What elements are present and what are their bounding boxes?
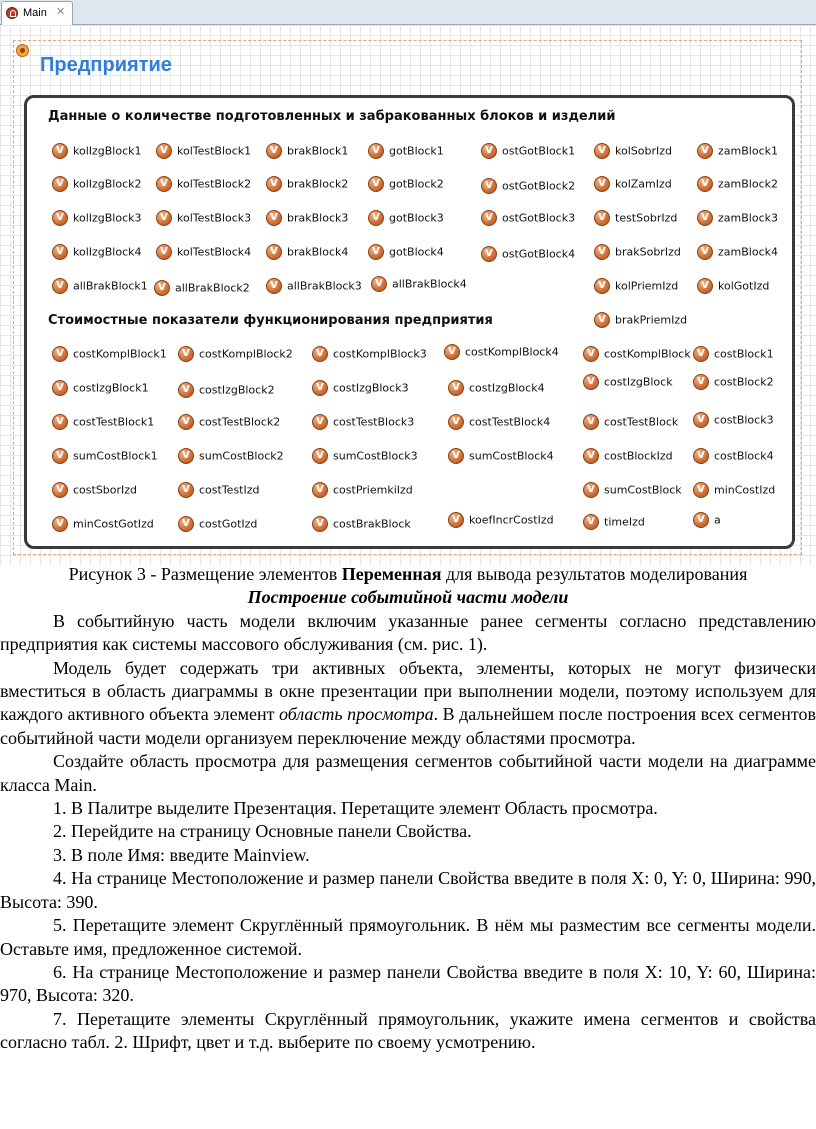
caption-bold: Переменная <box>341 564 442 584</box>
heading-costs: Стоимостные показатели функционирования предприятия <box>48 313 493 328</box>
variable-label: sumCostBlock2 <box>199 449 284 463</box>
variable-costSborIzd[interactable] <box>52 482 137 500</box>
variable-label: zamBlock4 <box>718 245 778 259</box>
heading-blocks: Данные о количестве подготовленных и забракованных блоков и изделий <box>48 109 616 124</box>
variable-icon: V <box>583 514 599 530</box>
variable-costBlock2[interactable] <box>693 374 774 392</box>
variable-icon: V <box>178 346 194 362</box>
variable-brakPriemIzd[interactable] <box>594 312 687 330</box>
variable-zamBlock4[interactable] <box>697 244 778 262</box>
variable-label: gotBlock4 <box>389 245 444 259</box>
variable-costBlock1[interactable] <box>693 346 774 364</box>
variable-label: costGotIzd <box>199 517 258 531</box>
variable-icon: V <box>52 448 68 464</box>
variable-label: costBrakBlock <box>333 517 411 531</box>
variable-label: sumCostBlock3 <box>333 449 418 463</box>
variable-icon: V <box>178 414 194 430</box>
variable-icon: V <box>448 448 464 464</box>
variable-icon: V <box>154 280 170 296</box>
step-6: 6. На странице Местоположение и размер панели Свойства введите в поля X: 10, Y: 60, Ширина: 970, Высота: 320. <box>0 961 816 1006</box>
variable-icon: V <box>448 512 464 528</box>
variable-costTestBlock4[interactable] <box>448 414 550 432</box>
paragraph-2-italic: область просмотра <box>278 704 434 725</box>
variable-a[interactable] <box>693 512 721 530</box>
variable-icon: V <box>481 143 497 159</box>
variable-icon: V <box>178 516 194 532</box>
figure-caption <box>0 563 816 586</box>
variable-minCostIzd[interactable] <box>693 482 775 500</box>
variable-icon: V <box>693 482 709 498</box>
variable-costKomplBlock[interactable] <box>583 346 691 364</box>
variable-gotBlock3[interactable] <box>368 210 444 228</box>
variable-icon: V <box>693 448 709 464</box>
variable-icon: V <box>156 210 172 226</box>
variable-koefIncrCostIzd[interactable] <box>448 512 554 530</box>
variable-label: costTestBlock <box>604 415 679 429</box>
variable-label: costKomplBlock <box>604 347 691 361</box>
variable-icon: V <box>594 312 610 328</box>
tab-main[interactable] <box>1 1 73 25</box>
variable-label: kolIzgBlock3 <box>73 211 142 225</box>
variable-icon: V <box>697 244 713 260</box>
variable-testSobrIzd[interactable] <box>594 210 677 228</box>
variable-label: gotBlock2 <box>389 177 444 191</box>
variable-label: timeIzd <box>604 515 645 529</box>
variable-icon: V <box>583 414 599 430</box>
variable-label: kolPriemIzd <box>615 279 679 293</box>
variable-kolIzgBlock3[interactable] <box>52 210 142 228</box>
variable-brakSobrIzd[interactable] <box>594 244 681 262</box>
variable-icon: V <box>444 344 460 360</box>
document-text <box>0 563 816 1055</box>
variable-kolTestBlock1[interactable] <box>156 143 251 161</box>
step-7: 7. Перетащите элементы Скруглённый прямоугольник, укажите имена сегментов и свойства согласно табл. 2. Шрифт, цвет и т.д. выберите по своему усмотрению. <box>0 1008 816 1053</box>
variable-allBrakBlock1[interactable] <box>52 278 148 296</box>
variable-icon: V <box>266 210 282 226</box>
variable-icon: V <box>697 210 713 226</box>
variable-brakBlock3[interactable] <box>266 210 348 228</box>
variable-costBlockIzd[interactable] <box>583 448 673 466</box>
variable-costIzgBlock1[interactable] <box>52 380 149 398</box>
variable-icon: V <box>312 414 328 430</box>
variable-icon: V <box>371 276 387 292</box>
variable-icon: V <box>697 143 713 159</box>
variable-icon: V <box>481 178 497 194</box>
variable-label: allBrakBlock4 <box>392 277 467 291</box>
tab-main-label: Main <box>23 7 47 19</box>
variable-kolIzgBlock2[interactable] <box>52 176 142 194</box>
variable-kolTestBlock3[interactable] <box>156 210 251 228</box>
variable-label: kolIzgBlock1 <box>73 144 142 158</box>
variable-label: koefIncrCostIzd <box>469 513 554 527</box>
variable-icon: V <box>448 380 464 396</box>
variable-zamBlock1[interactable] <box>697 143 778 161</box>
variable-icon: V <box>178 482 194 498</box>
variable-label: zamBlock3 <box>718 211 778 225</box>
variable-label: brakBlock1 <box>287 144 349 158</box>
variable-sumCostBlock4[interactable] <box>448 448 554 466</box>
variable-kolTestBlock2[interactable] <box>156 176 251 194</box>
variable-costBrakBlock[interactable] <box>312 516 411 534</box>
variable-label: costIzgBlock1 <box>73 381 149 395</box>
close-icon[interactable]: ✕ <box>56 6 66 18</box>
variable-label: costBlock4 <box>714 449 774 463</box>
variable-label: gotBlock3 <box>389 211 444 225</box>
variable-brakBlock4[interactable] <box>266 244 348 262</box>
variable-icon: V <box>594 278 610 294</box>
variable-icon: V <box>481 246 497 262</box>
variable-label: brakBlock4 <box>287 245 349 259</box>
variable-label: costBlock2 <box>714 375 774 389</box>
step-5: 5. Перетащите элемент Скруглённый прямоугольник. В нём мы разместим все сегменты модели. Оставьте имя, предложенное системой. <box>0 915 816 959</box>
variable-icon: V <box>52 176 68 192</box>
variable-icon: V <box>312 516 328 532</box>
variable-costTestBlock3[interactable] <box>312 414 414 432</box>
variable-label: ostGotBlock4 <box>502 247 576 261</box>
view-area-pin-icon[interactable] <box>16 44 29 57</box>
variable-icon: V <box>583 482 599 498</box>
step-3: 3. В поле Имя: введите Mainview. <box>53 844 310 865</box>
variable-icon: V <box>156 143 172 159</box>
variable-label: costTestBlock4 <box>469 415 551 429</box>
variable-icon: V <box>266 143 282 159</box>
variable-label: brakSobrIzd <box>615 245 681 259</box>
variable-costIzgBlock4[interactable] <box>448 380 545 398</box>
variable-sumCostBlock1[interactable] <box>52 448 158 466</box>
variable-label: costBlock3 <box>714 413 774 427</box>
variable-label: kolZamIzd <box>615 177 672 191</box>
variable-minCostGotIzd[interactable] <box>52 516 154 534</box>
variable-zamBlock2[interactable] <box>697 176 778 194</box>
variable-label: sumCostBlock <box>604 483 682 497</box>
variable-label: costTestIzd <box>199 483 260 497</box>
variable-ostGotBlock1[interactable] <box>481 143 575 161</box>
variable-kolPriemIzd[interactable] <box>594 278 678 296</box>
variable-label: brakBlock2 <box>287 177 349 191</box>
variable-costGotIzd[interactable] <box>178 516 257 534</box>
paragraph-1: В событийную часть модели включим указанные ранее сегменты согласно представлению предприятия как системы массового обслуживания (см. рис. 1). <box>0 610 816 655</box>
variable-label: costKomplBlock4 <box>465 345 559 359</box>
variable-label: gotBlock1 <box>389 144 444 158</box>
variable-label: testSobrIzd <box>615 211 678 225</box>
variable-ostGotBlock4[interactable] <box>481 246 575 264</box>
section-title: Построение событийной части модели <box>247 587 569 608</box>
variable-icon: V <box>52 143 68 159</box>
variable-label: brakPriemIzd <box>615 313 688 327</box>
step-4: 4. На странице Местоположение и размер панели Свойства введите в поля X: 0, Y: 0, Ширина: 990, Высота: 390. <box>0 868 816 912</box>
variable-icon: V <box>594 210 610 226</box>
variable-label: kolGotIzd <box>718 279 770 293</box>
variable-icon: V <box>583 346 599 362</box>
variable-icon: V <box>693 374 709 390</box>
variable-allBrakBlock4[interactable] <box>371 276 467 294</box>
variable-icon: V <box>178 382 194 398</box>
variable-costIzgBlock3[interactable] <box>312 380 409 398</box>
variable-icon: V <box>52 482 68 498</box>
variable-label: ostGotBlock3 <box>502 211 576 225</box>
variable-kolIzgBlock4[interactable] <box>52 244 142 262</box>
variable-label: costBlockIzd <box>604 449 673 463</box>
variable-costBlock3[interactable] <box>693 412 774 430</box>
tab-bar <box>0 0 816 25</box>
variable-costBlock4[interactable] <box>693 448 774 466</box>
variable-label: costIzgBlock <box>604 375 673 389</box>
variable-ostGotBlock2[interactable] <box>481 178 575 196</box>
variable-label: ostGotBlock2 <box>502 179 576 193</box>
variable-icon: V <box>52 516 68 532</box>
variable-icon: V <box>312 448 328 464</box>
variable-brakBlock2[interactable] <box>266 176 348 194</box>
variable-label: costTestBlock1 <box>73 415 155 429</box>
variable-zamBlock3[interactable] <box>697 210 778 228</box>
caption-text-end: для вывода результатов моделирования <box>441 564 748 584</box>
variable-icon: V <box>693 412 709 428</box>
caption-text: Рисунок 3 - Размещение элементов <box>68 564 342 584</box>
variable-kolZamIzd[interactable] <box>594 176 672 194</box>
variable-kolGotIzd[interactable] <box>697 278 769 296</box>
variable-icon: V <box>368 210 384 226</box>
variable-brakBlock1[interactable] <box>266 143 348 161</box>
variable-label: kolIzgBlock2 <box>73 177 142 191</box>
variable-label: costIzgBlock4 <box>469 381 545 395</box>
variable-costIzgBlock2[interactable] <box>178 382 275 400</box>
variable-label: kolTestBlock3 <box>177 211 252 225</box>
variable-label: minCostGotIzd <box>73 517 154 531</box>
variable-icon: V <box>693 346 709 362</box>
variable-icon: V <box>697 278 713 294</box>
variable-icon: V <box>583 448 599 464</box>
variable-icon: V <box>368 143 384 159</box>
variable-label: zamBlock1 <box>718 144 778 158</box>
variable-label: costTestBlock2 <box>199 415 281 429</box>
variable-icon: V <box>594 143 610 159</box>
variable-icon: V <box>266 278 282 294</box>
variable-kolTestBlock4[interactable] <box>156 244 251 262</box>
variable-icon: V <box>266 176 282 192</box>
variable-label: brakBlock3 <box>287 211 349 225</box>
variable-sumCostBlock2[interactable] <box>178 448 284 466</box>
variable-icon: V <box>697 176 713 192</box>
variable-costTestBlock[interactable] <box>583 414 678 432</box>
variable-icon: V <box>312 346 328 362</box>
variable-label: kolTestBlock1 <box>177 144 252 158</box>
variable-costKomplBlock2[interactable] <box>178 346 293 364</box>
variable-icon: V <box>583 374 599 390</box>
variable-costPriemkiIzd[interactable] <box>312 482 413 500</box>
variable-icon: V <box>594 176 610 192</box>
variable-allBrakBlock3[interactable] <box>266 278 362 296</box>
variable-label: a <box>714 513 721 527</box>
variable-icon: V <box>52 278 68 294</box>
variable-label: costIzgBlock3 <box>333 381 409 395</box>
variable-costTestBlock2[interactable] <box>178 414 280 432</box>
variable-sumCostBlock3[interactable] <box>312 448 418 466</box>
variable-ostGotBlock3[interactable] <box>481 210 575 228</box>
step-2: 2. Перейдите на страницу Основные панели Свойства. <box>53 821 472 842</box>
variable-label: allBrakBlock3 <box>287 279 362 293</box>
variable-label: costSborIzd <box>73 483 138 497</box>
variable-icon: V <box>481 210 497 226</box>
variable-label: sumCostBlock4 <box>469 449 554 463</box>
variable-label: costIzgBlock2 <box>199 383 275 397</box>
paragraph-2-end: . В дальнейшем после построения всех сегментов событийной части модели организуем переключение между областями просмотра. <box>0 704 816 748</box>
variable-icon: V <box>156 244 172 260</box>
variable-icon: V <box>156 176 172 192</box>
variable-label: allBrakBlock1 <box>73 279 148 293</box>
variable-kolSobrIzd[interactable] <box>594 143 672 161</box>
variable-label: kolTestBlock4 <box>177 245 252 259</box>
variable-label: allBrakBlock2 <box>175 281 250 295</box>
variable-sumCostBlock[interactable] <box>583 482 682 500</box>
variable-label: kolTestBlock2 <box>177 177 252 191</box>
variable-label: costKomplBlock1 <box>73 347 167 361</box>
variable-icon: V <box>594 244 610 260</box>
variable-costKomplBlock4[interactable] <box>444 344 559 362</box>
paragraph-2-text: Модель будет содержать три активных объекта, элементы, которых не могут физически вместиться в область диаграммы в окне презентации при выполнении модели, поэтому используем для каждого активного объекта элемент <box>0 657 816 725</box>
variable-costTestIzd[interactable] <box>178 482 259 500</box>
variable-gotBlock4[interactable] <box>368 244 444 262</box>
diagram-canvas[interactable] <box>0 25 816 565</box>
variable-icon: V <box>693 512 709 528</box>
variable-icon: V <box>312 380 328 396</box>
variable-icon: V <box>52 244 68 260</box>
variable-label: costTestBlock3 <box>333 415 415 429</box>
variable-allBrakBlock2[interactable] <box>154 280 250 298</box>
variable-gotBlock1[interactable] <box>368 143 444 161</box>
anylogic-icon <box>6 7 18 19</box>
variable-label: costPriemkiIzd <box>333 483 413 497</box>
variable-label: kolSobrIzd <box>615 144 672 158</box>
variable-costTestBlock1[interactable] <box>52 414 154 432</box>
diagram-title: Предприятие <box>40 54 172 76</box>
variable-gotBlock2[interactable] <box>368 176 444 194</box>
variable-icon: V <box>312 482 328 498</box>
variable-icon: V <box>52 346 68 362</box>
variable-costIzgBlock[interactable] <box>583 374 673 392</box>
variable-label: costBlock1 <box>714 347 774 361</box>
variable-label: ostGotBlock1 <box>502 144 576 158</box>
variable-icon: V <box>266 244 282 260</box>
variable-icon: V <box>52 210 68 226</box>
variable-icon: V <box>52 414 68 430</box>
variable-icon: V <box>448 414 464 430</box>
variable-label: kolIzgBlock4 <box>73 245 142 259</box>
variable-icon: V <box>368 244 384 260</box>
variable-label: sumCostBlock1 <box>73 449 158 463</box>
paragraph-2 <box>0 657 816 751</box>
variable-costKomplBlock3[interactable] <box>312 346 427 364</box>
variable-icon: V <box>178 448 194 464</box>
step-1: 1. В Палитре выделите Презентация. Перетащите элемент Область просмотра. <box>53 798 658 819</box>
variable-label: costKomplBlock3 <box>333 347 427 361</box>
variable-icon: V <box>368 176 384 192</box>
variable-kolIzgBlock1[interactable] <box>52 143 142 161</box>
variable-label: costKomplBlock2 <box>199 347 293 361</box>
variable-icon: V <box>52 380 68 396</box>
variable-timeIzd[interactable] <box>583 514 645 532</box>
variable-label: zamBlock2 <box>718 177 778 191</box>
variable-label: minCostIzd <box>714 483 776 497</box>
variable-costKomplBlock1[interactable] <box>52 346 167 364</box>
paragraph-3: Создайте область просмотра для размещения сегментов событийной части модели на диаграмме класса Main. <box>0 751 816 795</box>
